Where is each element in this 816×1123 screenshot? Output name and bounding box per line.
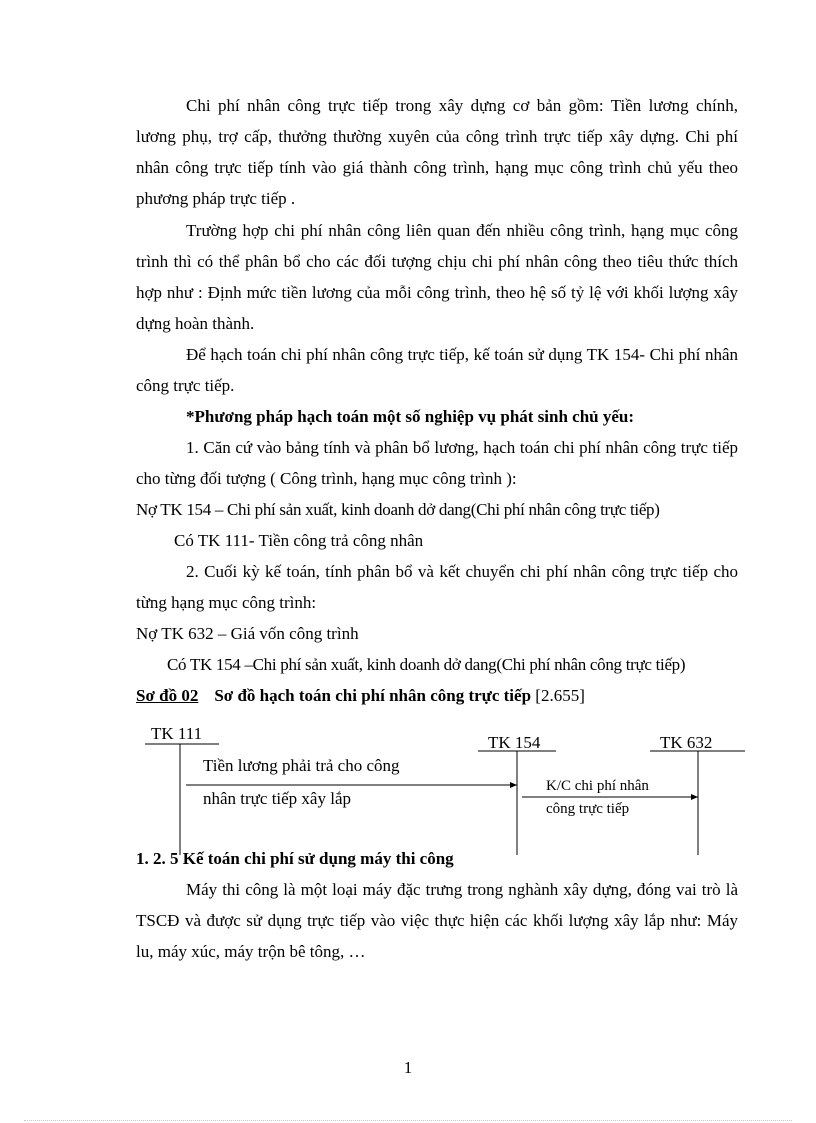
section-body: Máy thi công là một loại máy đặc trưng trong nghành xây dựng, đóng vai trò là TSCĐ và được sử dụng trực tiếp vào việc thực hiện các khối lượng xây lắp như: Máy lu, máy xúc, máy trộn bê tông, … bbox=[136, 880, 738, 961]
account-tk632: TK 632 bbox=[660, 733, 713, 752]
entry-1-debit: Nợ TK 154 – Chi phí sản xuất, kinh doanh dở dang(Chi phí nhân công trực tiếp) bbox=[136, 500, 660, 519]
entry-2-debit: Nợ TK 632 – Giá vốn công trình bbox=[136, 624, 359, 643]
paragraph-account-used: Để hạch toán chi phí nhân công trực tiếp, kế toán sử dụng TK 154- Chi phí nhân công trực tiếp. bbox=[136, 345, 738, 395]
step-1: 1. Căn cứ vào bảng tính và phân bổ lương, hạch toán chi phí nhân công trực tiếp cho từng đối tượng ( Công trình, hạng mục công trình ): bbox=[136, 438, 738, 488]
entry-1-credit: Có TK 111- Tiền công trả công nhân bbox=[174, 531, 424, 550]
page-number: 1 bbox=[403, 1058, 413, 1077]
diagram-label: Sơ đồ 02 bbox=[136, 686, 199, 705]
paragraph-direct-labor-definition: Chi phí nhân công trực tiếp trong xây dựng cơ bản gồm: Tiền lương chính, lương phụ, trợ cấp, thưởng thường xuyên của công trình trực tiếp xây dựng. Chi phí nhân công trực tiếp tính vào giá thành công trình, hạng mục công trình chủ yếu theo phương pháp trực tiếp . bbox=[136, 96, 738, 208]
flow-2-label-line-1: K/C chi phí nhân bbox=[546, 778, 649, 794]
section-heading: 1. 2. 5 Kế toán chi phí sử dụng máy thi công bbox=[136, 849, 454, 868]
flow-2-label-line-2: công trực tiếp bbox=[546, 801, 630, 817]
diagram-caption bbox=[136, 680, 585, 711]
entry-2-credit: Có TK 154 –Chi phí sản xuất, kinh doanh dở dang(Chi phí nhân công trực tiếp) bbox=[167, 655, 686, 674]
method-heading: *Phương pháp hạch toán một số nghiệp vụ phát sinh chủ yếu: bbox=[186, 407, 635, 426]
account-tk154: TK 154 bbox=[488, 733, 541, 752]
page-bottom-rule bbox=[24, 1120, 792, 1121]
paragraph-allocation: Trường hợp chi phí nhân công liên quan đến nhiều công trình, hạng mục công trình thì có thể phân bổ cho các đối tượng chịu chi phí nhân công theo tiêu thức thích hợp như : Định mức tiền lương của mỗi công trình, theo hệ số tỷ lệ với khối lượng xây dựng hoàn thành. bbox=[136, 221, 738, 333]
diagram-title: Sơ đồ hạch toán chi phí nhân công trực tiếp bbox=[214, 686, 532, 705]
diagram-reference: [2.655] bbox=[535, 686, 585, 705]
step-2: 2. Cuối kỳ kế toán, tính phân bổ và kết chuyển chi phí nhân công trực tiếp cho từng hạng mục công trình: bbox=[136, 562, 738, 612]
account-tk111: TK 111 bbox=[151, 724, 203, 743]
flow-1-label-line-2: nhân trực tiếp xây lắp bbox=[203, 789, 351, 808]
flow-1-label-line-1: Tiền lương phải trả cho công bbox=[203, 756, 400, 775]
